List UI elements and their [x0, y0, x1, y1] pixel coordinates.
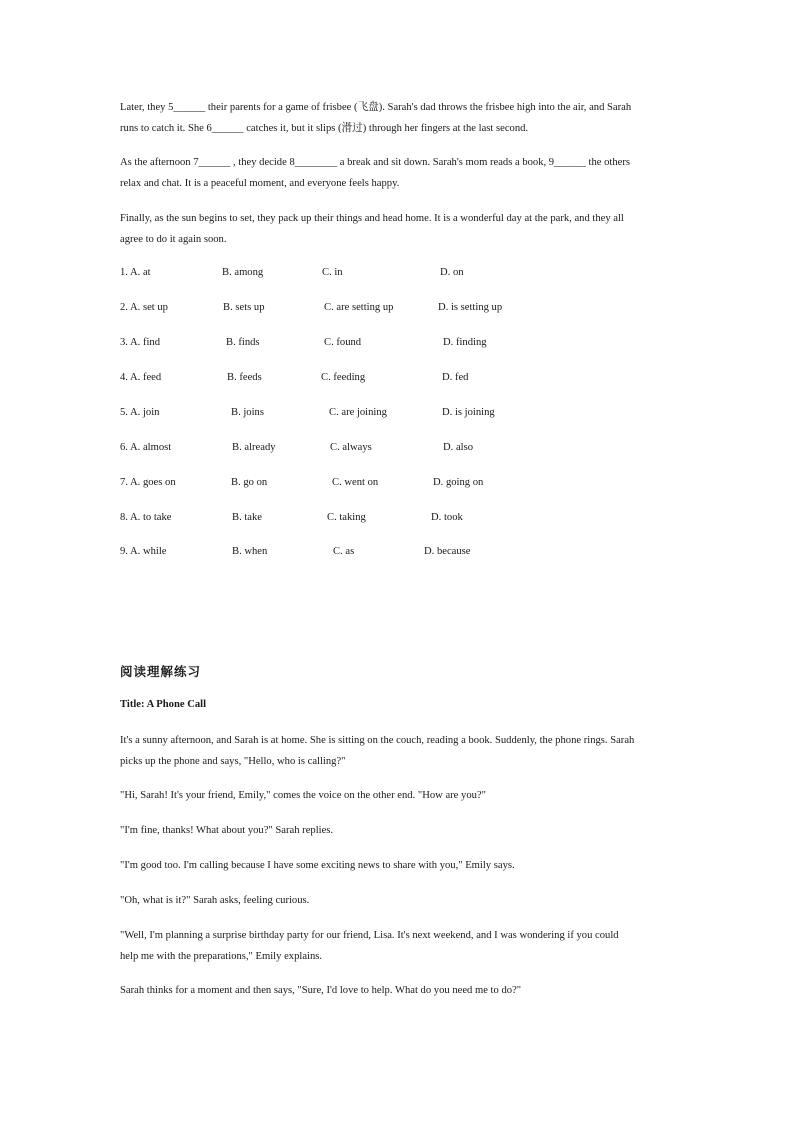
option-a: 9. A. while — [120, 546, 167, 557]
question-row-2 — [120, 302, 680, 318]
text-line: Later, they 5______ their parents for a game of frisbee (飞盘). Sarah's dad throws the frisbee high into the air, and Sarah — [120, 102, 632, 113]
story-paragraph-7 — [120, 980, 680, 1001]
text-line: Finally, as the sun begins to set, they pack up their things and head home. It is a wonderful day at the park, and they all — [120, 213, 624, 224]
question-row-3 — [120, 337, 680, 353]
text-line: Sarah thinks for a moment and then says, "Sure, I'd love to help. What do you need me to do?" — [120, 985, 522, 996]
text-line: "I'm fine, thanks! What about you?" Sarah replies. — [120, 825, 334, 836]
story-paragraph-2 — [120, 785, 680, 806]
option-a: 2. A. set up — [120, 302, 168, 313]
text-line: It's a sunny afternoon, and Sarah is at home. She is sitting on the couch, reading a book. Suddenly, the phone rings. Sarah — [120, 735, 635, 746]
passage-paragraph-2 — [120, 152, 680, 194]
option-b: B. feeds — [227, 372, 262, 383]
option-a: 6. A. almost — [120, 442, 172, 453]
option-a: 3. A. find — [120, 337, 161, 348]
option-d: D. going on — [433, 477, 484, 488]
option-d: D. is setting up — [438, 302, 503, 313]
option-a: 7. A. goes on — [120, 477, 176, 488]
question-row-1 — [120, 267, 680, 283]
text-line: "Oh, what is it?" Sarah asks, feeling curious. — [120, 895, 310, 906]
passage-paragraph-1 — [120, 97, 680, 139]
option-b: B. when — [232, 546, 268, 557]
question-row-9 — [120, 546, 680, 562]
option-c: C. always — [330, 442, 372, 453]
text-line: As the afternoon 7______ , they decide 8________ a break and sit down. Sarah's mom reads a book, 9______ the others — [120, 157, 631, 168]
option-b: B. among — [222, 267, 264, 278]
option-d: D. fed — [442, 372, 469, 383]
option-a: 5. A. join — [120, 407, 160, 418]
question-row-5 — [120, 407, 680, 423]
option-d: D. on — [440, 267, 464, 278]
text-line: help me with the preparations," Emily explains. — [120, 951, 323, 962]
question-row-4 — [120, 372, 680, 388]
option-c: C. feeding — [321, 372, 366, 383]
option-b: B. already — [232, 442, 276, 453]
story-paragraph-5 — [120, 890, 680, 911]
option-d: D. is joining — [442, 407, 495, 418]
option-c: C. are setting up — [324, 302, 394, 313]
option-d: D. finding — [443, 337, 487, 348]
question-row-7 — [120, 477, 680, 493]
passage-paragraph-3 — [120, 208, 680, 250]
option-b: B. finds — [226, 337, 260, 348]
text-line: runs to catch it. She 6______ catches it, but it slips (滑过) through her fingers at the last second. — [120, 123, 529, 134]
text-line: agree to do it again soon. — [120, 234, 227, 245]
story-paragraph-1 — [120, 730, 680, 772]
option-b: B. go on — [231, 477, 268, 488]
option-a: 1. A. at — [120, 267, 151, 278]
option-d: D. took — [431, 512, 463, 523]
story-paragraph-3 — [120, 820, 680, 841]
option-b: B. sets up — [223, 302, 265, 313]
option-c: C. went on — [332, 477, 379, 488]
question-row-8 — [120, 512, 680, 528]
option-c: C. taking — [327, 512, 366, 523]
option-a: 8. A. to take — [120, 512, 172, 523]
section-heading: 阅读理解练习 — [120, 664, 202, 679]
text-line: "Hi, Sarah! It's your friend, Emily," comes the voice on the other end. "How are you?" — [120, 790, 486, 801]
text-line: relax and chat. It is a peaceful moment, and everyone feels happy. — [120, 178, 400, 189]
option-c: C. found — [324, 337, 362, 348]
text-line: picks up the phone and says, "Hello, who is calling?" — [120, 756, 346, 767]
question-row-6 — [120, 442, 680, 458]
option-d: D. because — [424, 546, 471, 557]
option-b: B. take — [232, 512, 263, 523]
story-paragraph-4 — [120, 855, 680, 876]
option-c: C. in — [322, 267, 343, 278]
passage-title: Title: A Phone Call — [120, 699, 207, 710]
story-paragraph-6 — [120, 925, 680, 967]
text-line: "I'm good too. I'm calling because I have some exciting news to share with you," Emily says. — [120, 860, 515, 871]
option-b: B. joins — [231, 407, 264, 418]
option-a: 4. A. feed — [120, 372, 162, 383]
text-line: "Well, I'm planning a surprise birthday party for our friend, Lisa. It's next weekend, and I was wondering if you could — [120, 930, 619, 941]
option-c: C. are joining — [329, 407, 387, 418]
option-c: C. as — [333, 546, 355, 557]
option-d: D. also — [443, 442, 474, 453]
